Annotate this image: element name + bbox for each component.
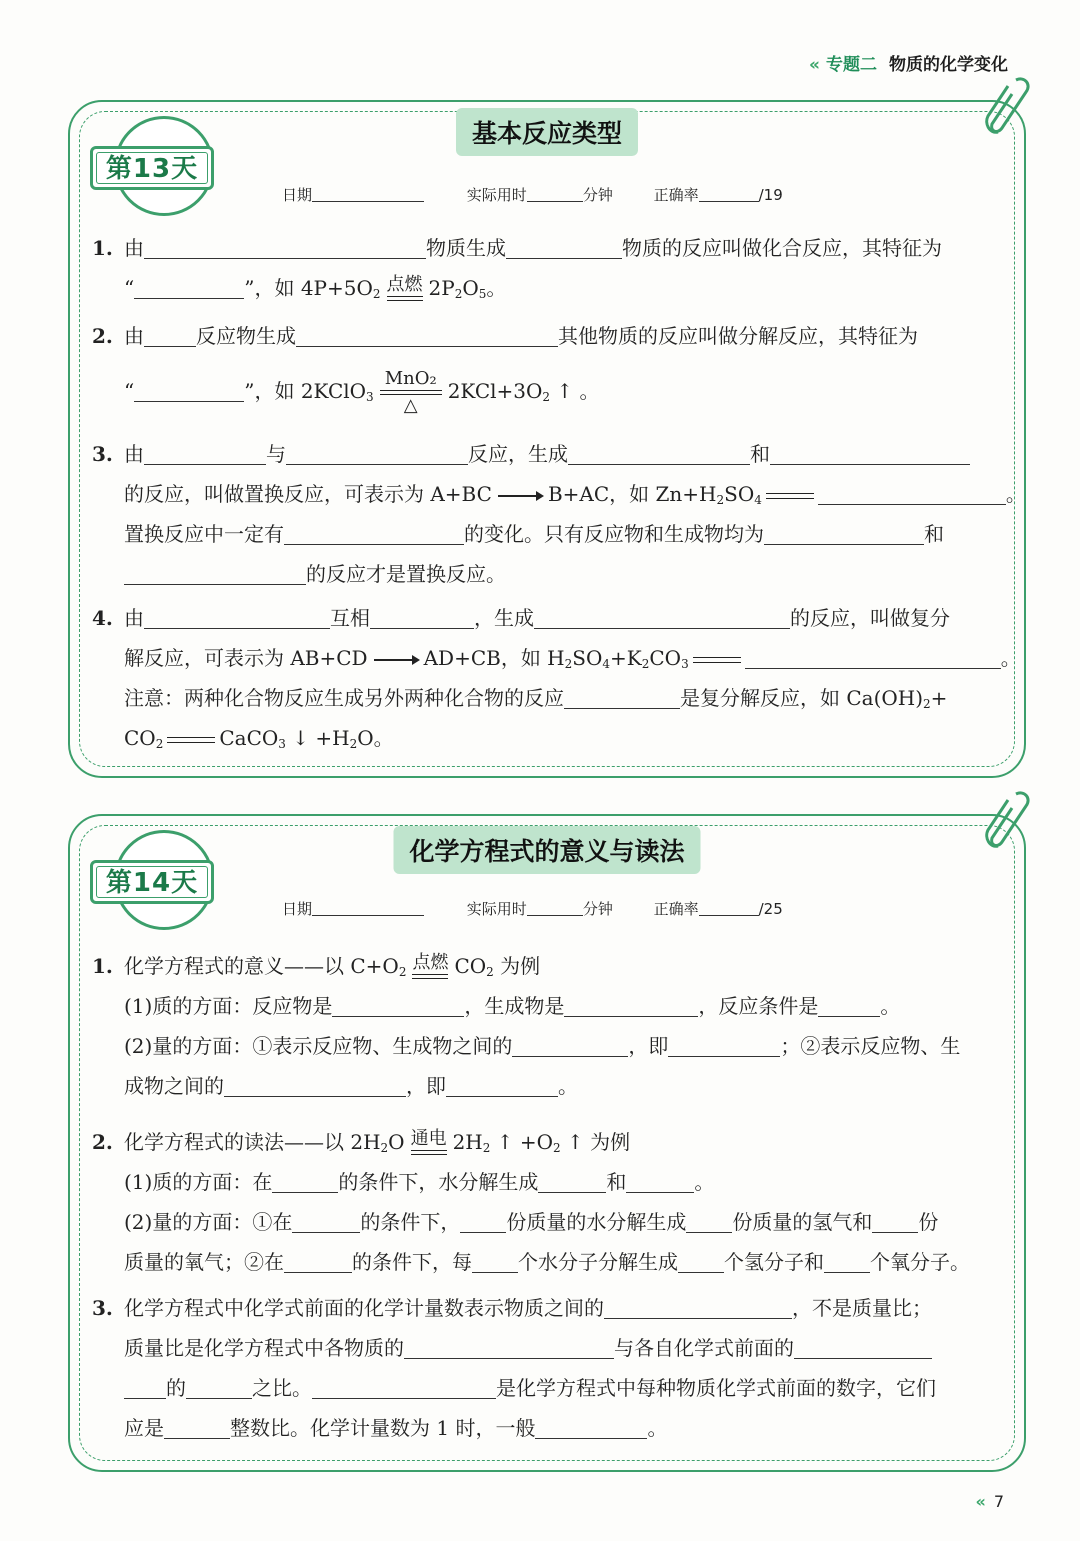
blank[interactable]	[286, 444, 468, 465]
question-2: 2. 由 反应物生成 其他物质的反应叫做分解反应，其特征为 “ ”，如 2KClO$_3$ MnO₂ △ $2KCl+3O_2$ ↑ 。	[92, 324, 918, 416]
blank[interactable]	[512, 1036, 628, 1057]
blank[interactable]	[186, 1378, 252, 1399]
chevron-icon: «	[809, 55, 820, 75]
blank[interactable]	[534, 608, 790, 629]
question-3: 3. 由 与 反应，生成 和 的反应，叫做置换反应，可表示为 A+BC B+AC，如 $Zn+H_2SO_4$ 。 置换反应中一定有 的变化。只有反应物和生成物均为 和 的反应才是置换反应。	[92, 442, 1026, 586]
minutes-label: 分钟	[582, 900, 613, 918]
blank[interactable]	[296, 326, 558, 347]
blank[interactable]	[770, 444, 970, 465]
blank[interactable]	[144, 444, 266, 465]
blank[interactable]	[824, 1252, 870, 1273]
day-badge-label: 第14天	[96, 866, 208, 898]
blank[interactable]	[164, 1418, 230, 1439]
blank[interactable]	[506, 238, 622, 259]
blank[interactable]	[745, 648, 1001, 669]
blank[interactable]	[872, 1212, 918, 1233]
chevron-icon: «	[975, 1492, 986, 1511]
blank[interactable]	[818, 484, 1006, 505]
accuracy-label: 正确率	[653, 900, 699, 918]
blank[interactable]	[272, 1172, 338, 1193]
blank[interactable]	[124, 1378, 166, 1399]
blank[interactable]	[446, 1076, 558, 1097]
time-field[interactable]	[527, 187, 583, 202]
page-number: 7	[993, 1492, 1004, 1511]
blank[interactable]	[284, 524, 464, 545]
meta-row	[282, 898, 783, 919]
blank[interactable]	[626, 1172, 694, 1193]
blank[interactable]	[538, 1172, 606, 1193]
minutes-label: 分钟	[582, 186, 613, 204]
question-2: 2. 化学方程式的读法——以 $2H_2O$ 通电 $2H_2$ ↑ $+O_2$ ↑ 为例 (1)质的方面：在 的条件下，水分解生成 和 。 (2)量的方面：①在 的条件下， 份质量的水分解生成 份质量的氢气和 份 质量的氧气；②在 的条件下，每 个水分子分解生成 个氢分子和 个氧分子。	[92, 1128, 970, 1274]
blank[interactable]	[124, 564, 306, 585]
blank[interactable]	[794, 1338, 932, 1359]
blank[interactable]	[144, 608, 330, 629]
date-field[interactable]	[312, 901, 424, 916]
blank[interactable]	[312, 1378, 496, 1399]
blank[interactable]	[668, 1036, 780, 1057]
time-label: 实际用时	[466, 900, 527, 918]
blank[interactable]	[564, 996, 698, 1017]
topic-subtitle: 物质的化学变化	[889, 55, 1008, 75]
accuracy-label: 正确率	[653, 186, 699, 204]
blank[interactable]	[284, 1252, 352, 1273]
blank[interactable]	[535, 1418, 647, 1439]
blank[interactable]	[332, 996, 464, 1017]
date-label: 日期	[282, 900, 313, 918]
day13-card	[68, 100, 1026, 778]
time-field[interactable]	[527, 901, 583, 916]
question-3: 3. 化学方程式中化学式前面的化学计量数表示物质之间的 ，不是质量比； 质量比是化学方程式中各物质的 与各自化学式前面的 的 之比。 是化学方程式中每种物质化学式前面的数字，它们 应是 整数比。化学计量数为 1 时，一般 。	[92, 1296, 936, 1440]
question-1: 1. 由 物质生成 物质的反应叫做化合反应，其特征为 “ ”，如 $4P+5O_2$ 点燃 $2P_2O_5$。	[92, 236, 942, 301]
meta-row	[282, 184, 783, 205]
blank[interactable]	[144, 326, 196, 347]
blank[interactable]	[764, 524, 924, 545]
question-4: 4. 由 互相 ，生成 的反应，叫做复分 解反应，可表示为 AB+CD AD+CB，如 $H_2SO_4+K_2CO_3$ 。 注意：两种化合物反应生成另外两种化合物的反应 是复分解反应，如 $Ca(OH)_2+$ $CO_2$ CaCO$_3$ ↓ $+H_2O$。	[92, 606, 1021, 751]
blank[interactable]	[224, 1076, 406, 1097]
section-title: 化学方程式的意义与读法	[393, 826, 700, 874]
date-field[interactable]	[312, 187, 424, 202]
accuracy-total: /25	[758, 900, 783, 918]
time-label: 实际用时	[466, 186, 527, 204]
blank[interactable]	[818, 996, 880, 1017]
blank[interactable]	[678, 1252, 724, 1273]
page-footer	[975, 1492, 1004, 1511]
day14-card	[68, 814, 1026, 1472]
blank[interactable]	[292, 1212, 360, 1233]
blank[interactable]	[404, 1338, 614, 1359]
blank[interactable]	[686, 1212, 732, 1233]
blank[interactable]	[134, 381, 244, 402]
page-header	[809, 50, 1008, 75]
blank[interactable]	[144, 238, 426, 259]
accuracy-field[interactable]	[699, 901, 759, 916]
day-badge-label: 第13天	[96, 152, 208, 184]
blank[interactable]	[460, 1212, 506, 1233]
day-badge	[90, 116, 216, 222]
blank[interactable]	[604, 1298, 792, 1319]
section-title: 基本反应类型	[456, 108, 638, 156]
paperclip-icon	[980, 76, 1032, 140]
accuracy-total: /19	[758, 186, 783, 204]
blank[interactable]	[564, 688, 680, 709]
blank[interactable]	[568, 444, 750, 465]
date-label: 日期	[282, 186, 313, 204]
paperclip-icon	[980, 790, 1032, 854]
day-badge	[90, 830, 216, 936]
question-1: 1. 化学方程式的意义——以 $C+O_2$ 点燃 $CO_2$ 为例 (1)质的方面：反应物是 ，生成物是 ，反应条件是 。 (2)量的方面：①表示反应物、生成物之间的 ，即 ；②表示反应物、生 成物之间的 ，即 。	[92, 952, 961, 1098]
blank[interactable]	[370, 608, 474, 629]
topic-label: 专题二	[826, 55, 877, 75]
blank[interactable]	[134, 278, 244, 299]
blank[interactable]	[472, 1252, 518, 1273]
accuracy-field[interactable]	[699, 187, 759, 202]
